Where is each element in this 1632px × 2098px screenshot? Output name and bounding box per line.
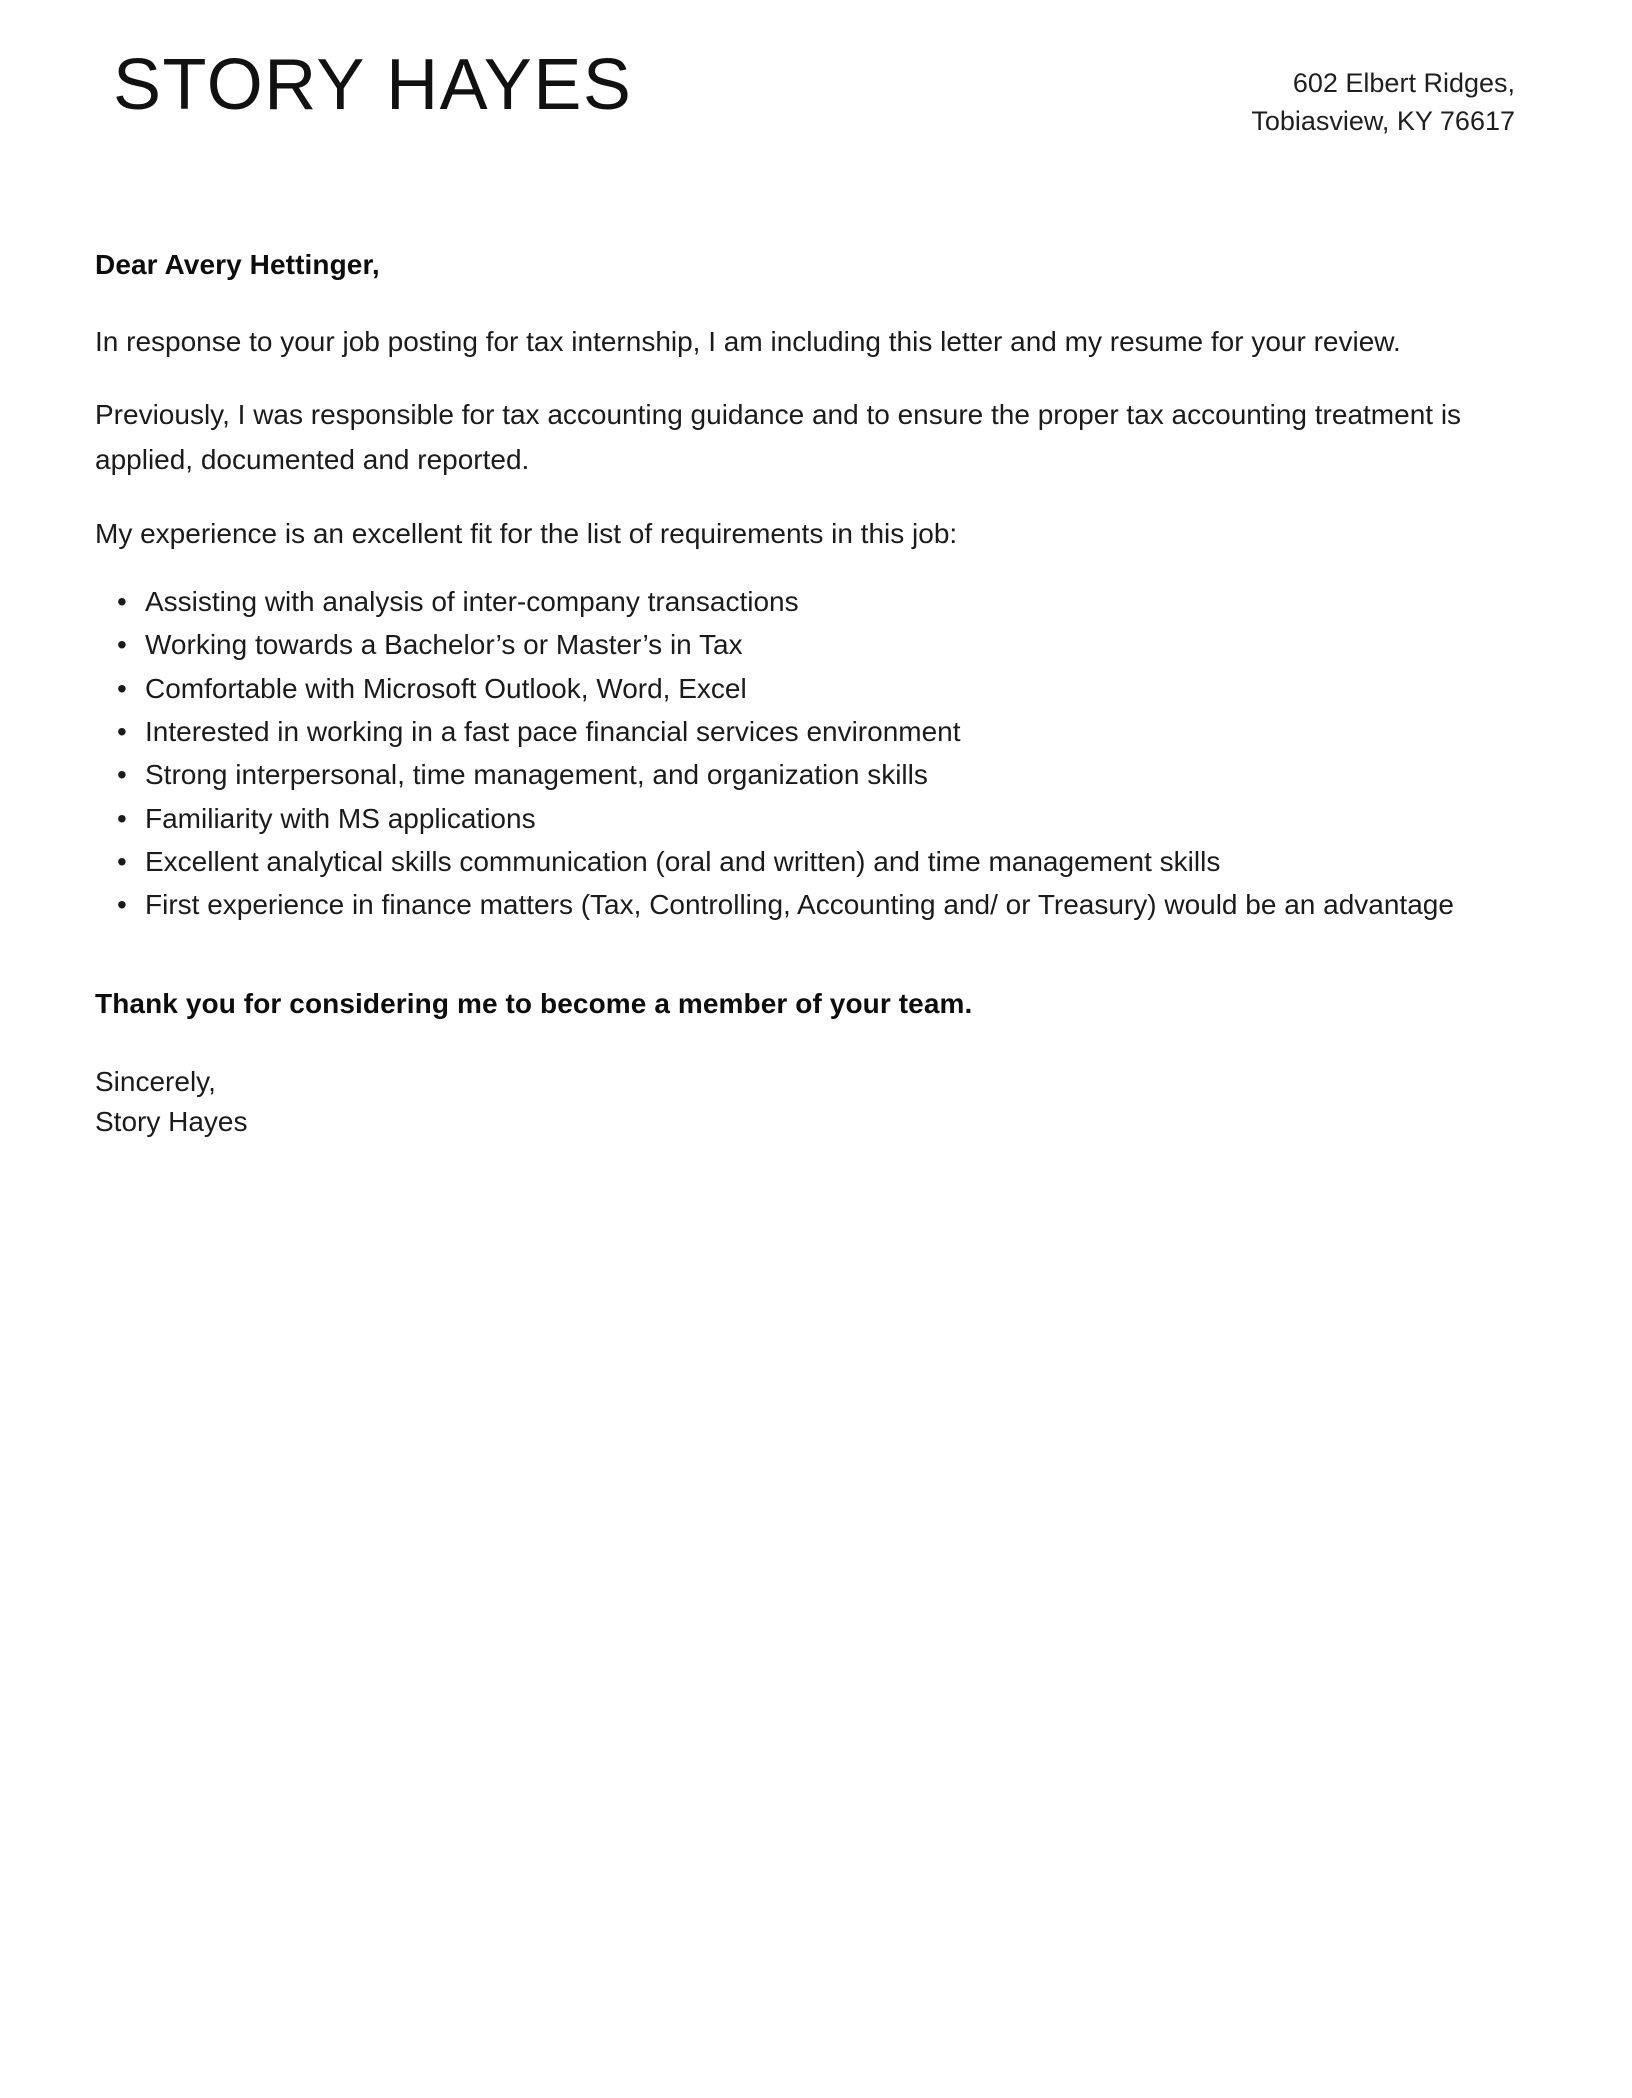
salutation: Dear Avery Hettinger, [95, 248, 380, 280]
requirements-list [95, 582, 1515, 926]
list-item: • Strong interpersonal, time management, and organization skills [95, 755, 1500, 795]
paragraph-requirements-intro: My experience is an excellent fit for the list of requirements in this job: [95, 517, 958, 549]
valediction: Sincerely, [95, 1065, 216, 1097]
letter-body [95, 249, 1515, 1144]
applicant-name-heading: STORY HAYES [113, 45, 633, 125]
list-item: • Working towards a Bachelor’s or Master’s in Tax [95, 625, 1500, 665]
paragraph-intro: In response to your job posting for tax internship, I am including this letter and my resume for your review. [95, 325, 1401, 357]
list-item: • Excellent analytical skills communication (oral and written) and time management skills [95, 842, 1500, 882]
paragraph-experience: Previously, I was responsible for tax accounting guidance and to ensure the proper tax accounting treatment is applied, documented and reported. [95, 399, 1462, 476]
address-line-2: Tobiasview, KY 76617 [1251, 106, 1515, 137]
return-address-block [1251, 48, 1515, 141]
list-item: • Assisting with analysis of inter-company transactions [95, 582, 1500, 622]
address-line-1: 602 Elbert Ridges, [1292, 68, 1515, 98]
signature-block [95, 1062, 1515, 1144]
letterhead [95, 0, 1515, 141]
list-item: • First experience in finance matters (Tax, Controlling, Accounting and/ or Treasury) would be an advantage [95, 885, 1500, 925]
list-item: • Familiarity with MS applications [95, 799, 1500, 839]
list-item: • Interested in working in a fast pace financial services environment [95, 712, 1500, 752]
list-item: • Comfortable with Microsoft Outlook, Word, Excel [95, 669, 1500, 709]
letter-content-area [95, 0, 1515, 1143]
closing-statement: Thank you for considering me to become a member of your team. [95, 987, 973, 1019]
signature-name: Story Hayes [95, 1106, 248, 1138]
